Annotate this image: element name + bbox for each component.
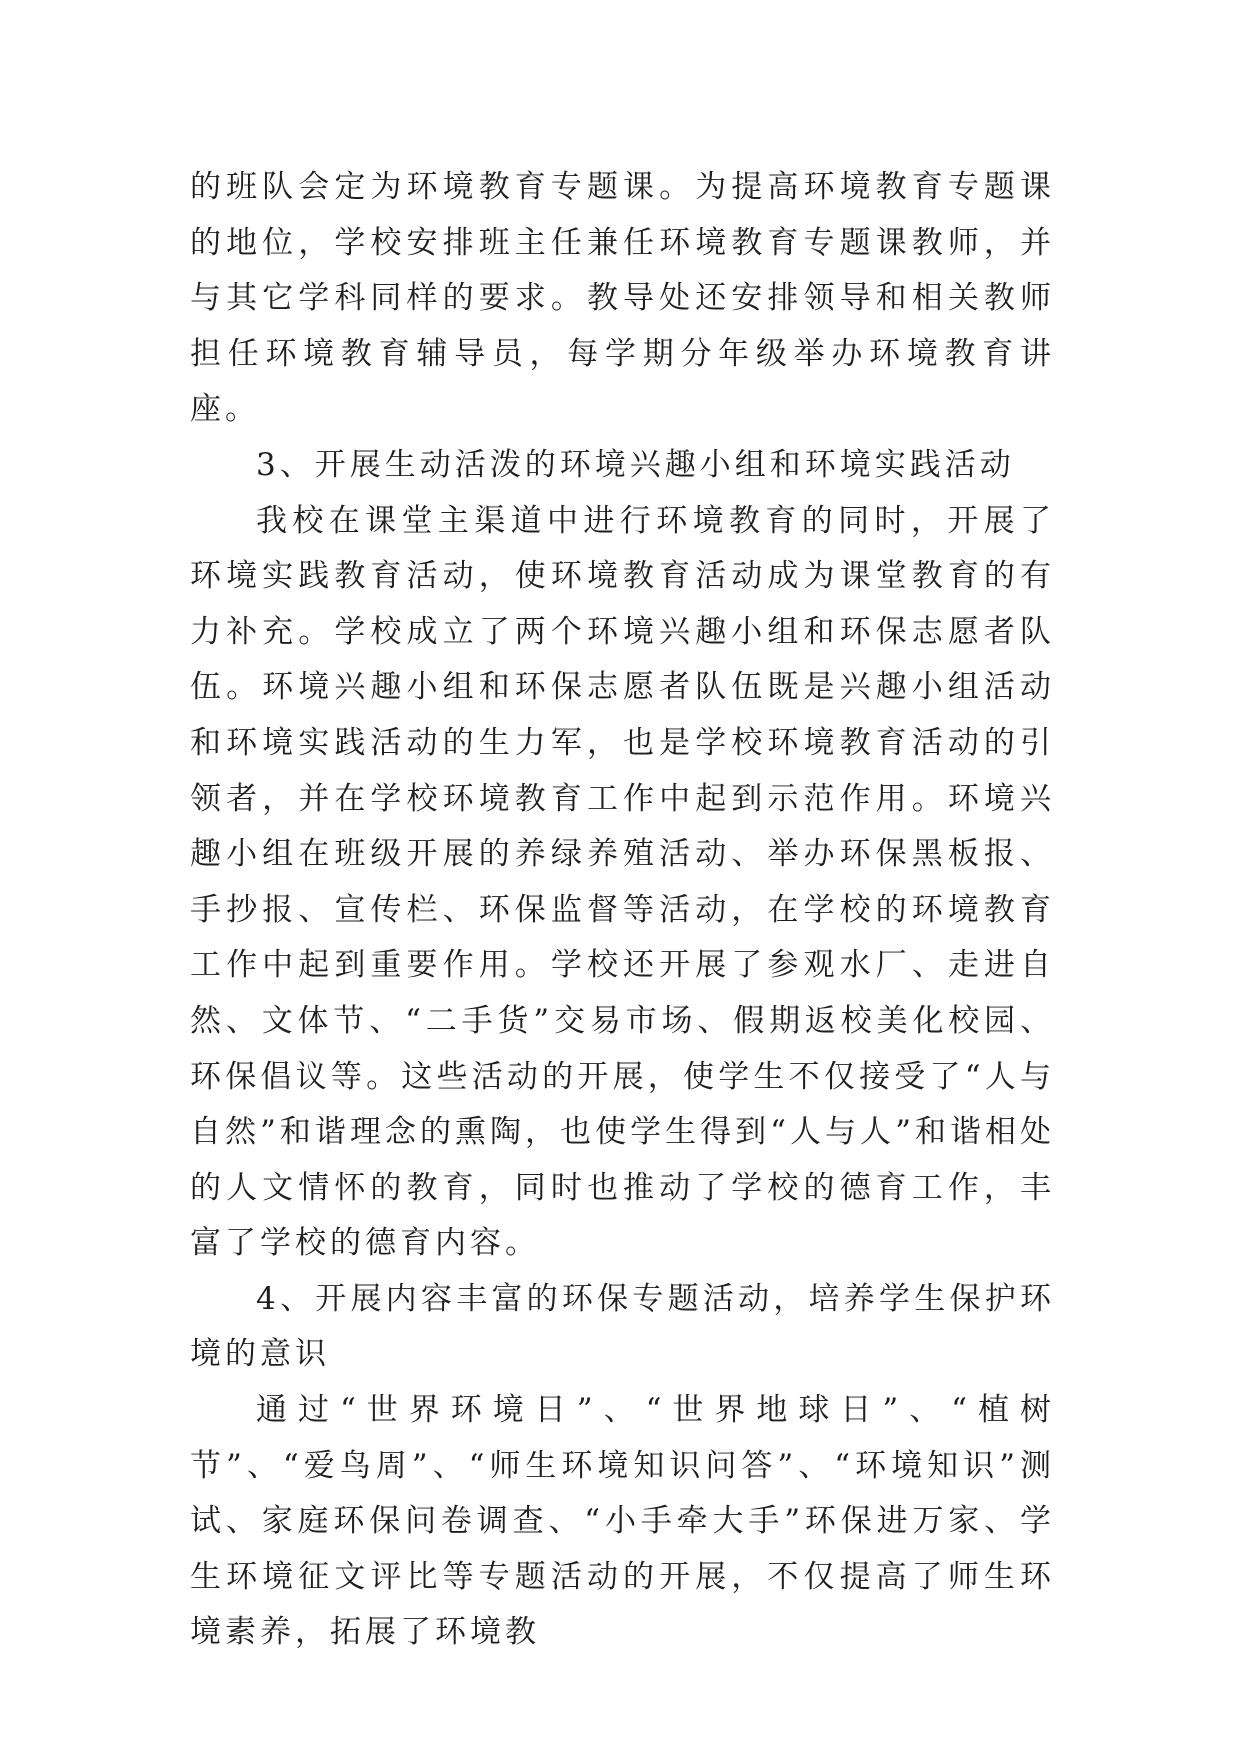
paragraph-4-heading: 4、开展内容丰富的环保专题活动，培养学生保护环境的意识 bbox=[190, 1280, 1055, 1373]
paragraph-2-heading: 3、开展生动活泼的环境兴趣小组和环境实践活动 bbox=[256, 446, 1015, 483]
paragraph-5: 通过“世界环境日”、“世界地球日”、“植树节”、“爱鸟周”、“师生环境知识问答”、“环境知识”测试、家庭环保问卷调查、“小手牵大手”环保进万家、学生环境征文评比等专题活动的开展，不仅提高了师生环境素养，拓展了环境教 bbox=[190, 1392, 1055, 1651]
document-body bbox=[190, 160, 1055, 1661]
paragraph-1: 的班队会定为环境教育专题课。为提高环境教育专题课的地位，学校安排班主任兼任环境教育专题课教师，并与其它学科同样的要求。教导处还安排领导和相关教师担任环境教育辅导员，每学期分年级举办环境教育讲座。 bbox=[190, 169, 1055, 428]
paragraph-3: 我校在课堂主渠道中进行环境教育的同时，开展了环境实践教育活动，使环境教育活动成为课堂教育的有力补充。学校成立了两个环境兴趣小组和环保志愿者队伍。环境兴趣小组和环保志愿者队伍既是兴趣小组活动和环境实践活动的生力军，也是学校环境教育活动的引领者，并在学校环境教育工作中起到示范作用。环境兴趣小组在班级开展的养绿养殖活动、举办环保黑板报、手抄报、宣传栏、环保监督等活动，在学校的环境教育工作中起到重要作用。学校还开展了参观水厂、走进自然、文体节、“二手货”交易市场、假期返校美化校园、环保倡议等。这些活动的开展，使学生不仅接受了“人与自然”和谐理念的熏陶，也使学生得到“人与人”和谐相处的人文情怀的教育，同时也推动了学校的德育工作，丰富了学校的德育内容。 bbox=[190, 502, 1055, 1262]
